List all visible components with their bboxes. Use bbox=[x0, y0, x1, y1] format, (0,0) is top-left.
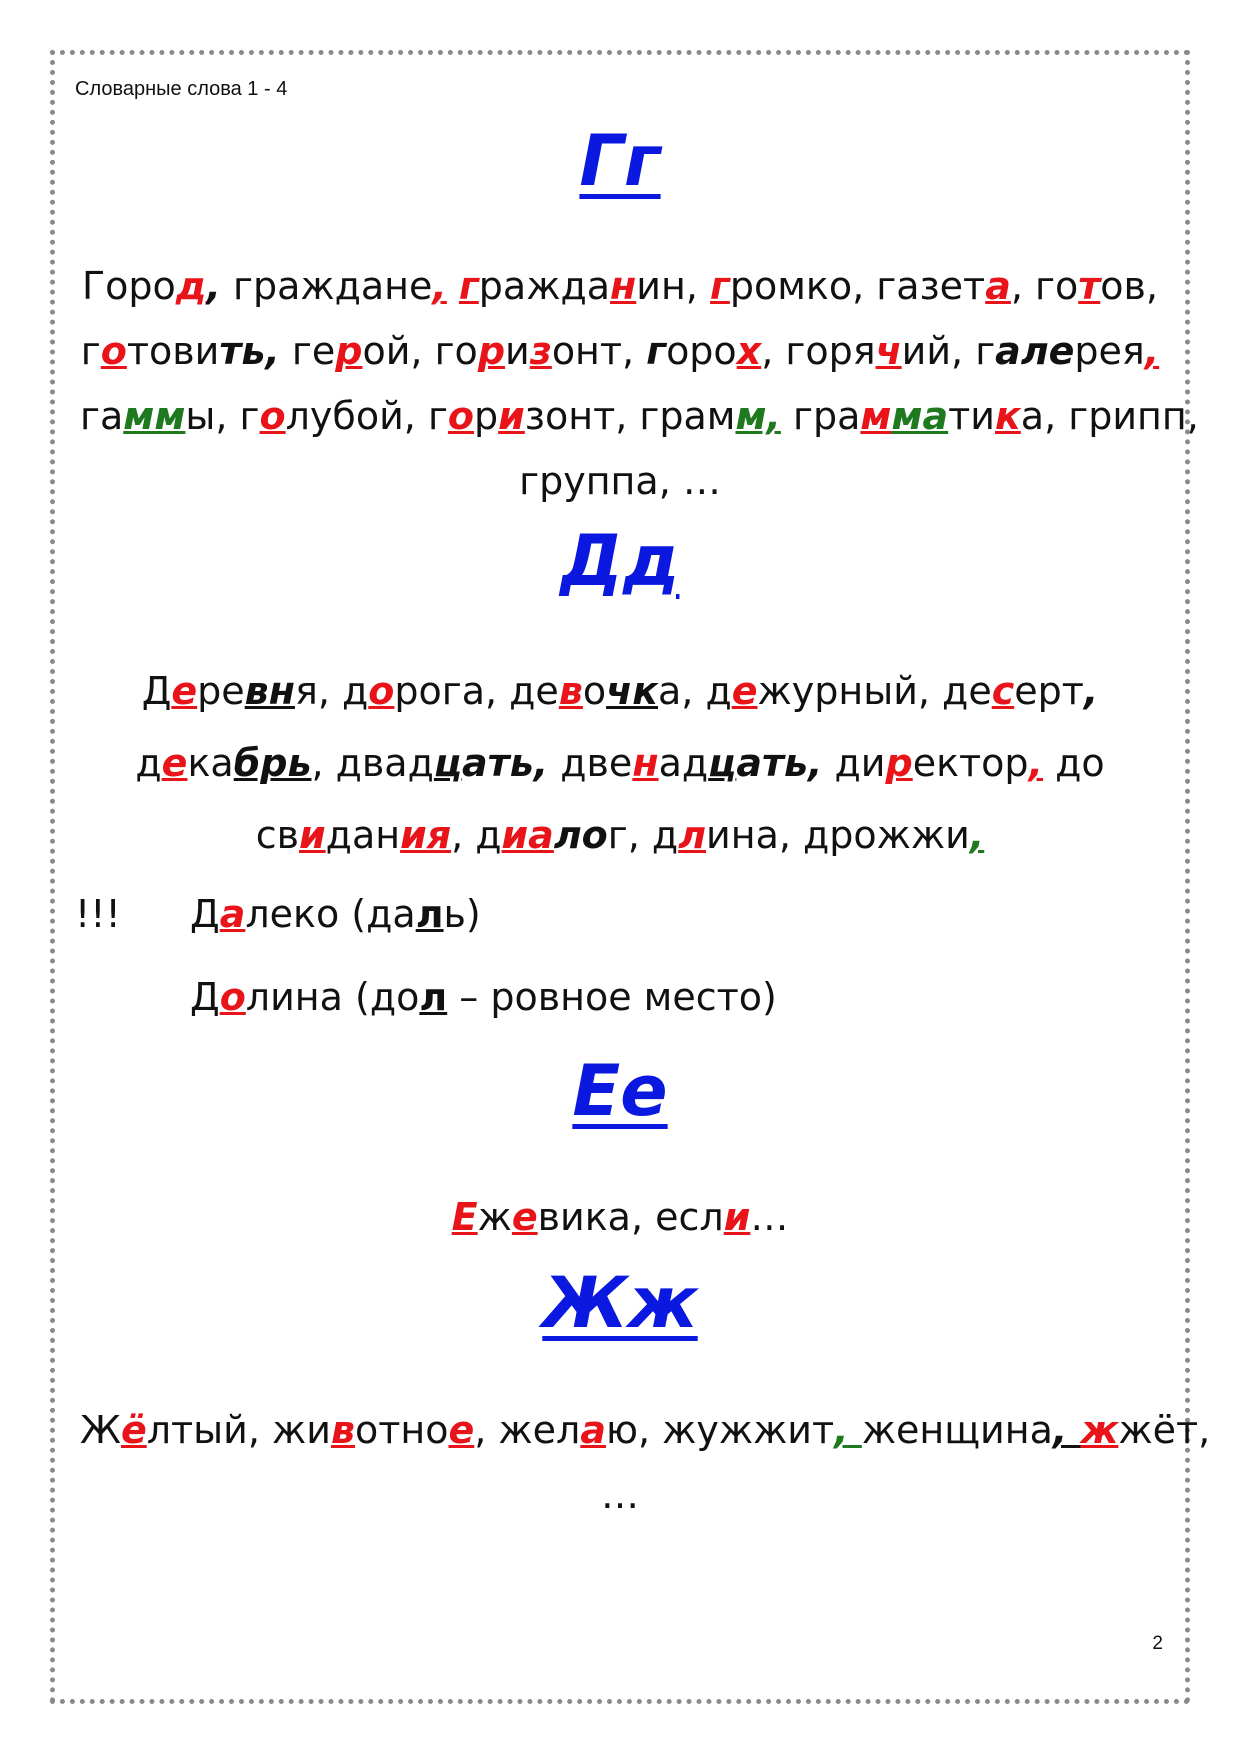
highlighted-letters: д bbox=[325, 813, 352, 857]
highlighted-letters: х bbox=[736, 329, 762, 373]
highlighted-letters: , bbox=[206, 264, 221, 308]
highlighted-letters: ть, bbox=[219, 329, 280, 373]
section-d-words bbox=[80, 655, 1160, 871]
highlighted-letters: иа bbox=[501, 813, 554, 857]
highlighted-letters: л bbox=[419, 975, 448, 1019]
highlighted-letters: , bbox=[1028, 741, 1043, 785]
highlighted-letters: о bbox=[447, 394, 475, 438]
highlighted-letters: е bbox=[448, 1408, 475, 1452]
text-line: Деревня, дорога, девочка, дежурный, десерт, bbox=[141, 669, 1099, 713]
highlighted-letters: ж bbox=[1080, 1408, 1119, 1452]
highlighted-letters: вн bbox=[244, 669, 295, 713]
highlighted-letters: ц bbox=[433, 741, 463, 785]
highlighted-letters: м bbox=[860, 394, 892, 438]
heading-g: Гг bbox=[579, 120, 661, 202]
highlighted-letters: , bbox=[1144, 329, 1160, 373]
highlighted-letters: а bbox=[985, 264, 1011, 308]
highlighted-letters: о bbox=[259, 394, 286, 438]
highlighted-letters: г bbox=[458, 264, 479, 308]
text-line: группа, … bbox=[519, 459, 721, 503]
highlighted-letters: с bbox=[991, 669, 1015, 713]
highlighted-letters: в bbox=[558, 669, 583, 713]
section-e-words bbox=[80, 1185, 1160, 1250]
highlighted-letters: ц bbox=[708, 741, 737, 785]
highlighted-letters: и bbox=[723, 1195, 751, 1239]
highlighted-letters: , bbox=[1083, 669, 1099, 713]
highlighted-letters: к bbox=[995, 394, 1021, 438]
highlighted-letters: е bbox=[161, 741, 188, 785]
heading-zh: Жж bbox=[542, 1262, 698, 1344]
highlighted-letters: з bbox=[529, 329, 552, 373]
highlighted-letters: ло bbox=[553, 813, 608, 857]
highlighted-letters: Е bbox=[451, 1195, 478, 1239]
highlighted-letters: е bbox=[171, 669, 198, 713]
highlighted-letters: р bbox=[477, 329, 506, 373]
page-number: 2 bbox=[1152, 1633, 1163, 1654]
text-line: готовить, герой, горизонт, горох, горячий, галерея, bbox=[80, 329, 1160, 373]
text-line: свидания, диалог, длина, дрожжи, bbox=[255, 813, 985, 857]
example-line: Далеко (даль) bbox=[190, 892, 481, 936]
highlighted-letters: о bbox=[100, 329, 127, 373]
example-line: Долина (дол – ровное место) bbox=[190, 975, 777, 1019]
highlighted-letters: о bbox=[219, 975, 246, 1019]
highlighted-letters: ия bbox=[400, 813, 452, 857]
text-line: Жёлтый, животное, желаю, жужжит, женщина, жжёт, bbox=[80, 1408, 1211, 1452]
section-g-words bbox=[80, 254, 1199, 514]
highlighted-letters: м, bbox=[735, 394, 781, 438]
highlighted-letters: , bbox=[432, 264, 447, 308]
highlighted-letters: , bbox=[834, 1408, 862, 1452]
text-line: гаммы, голубой, горизонт, грамм, грамматика, грипп, bbox=[80, 394, 1199, 438]
highlighted-letters: и bbox=[498, 394, 525, 438]
highlighted-letters: брь bbox=[233, 741, 312, 785]
highlighted-letters: и bbox=[299, 813, 326, 857]
highlighted-letters: в bbox=[330, 1408, 355, 1452]
section-zh-words bbox=[80, 1398, 1211, 1528]
highlighted-letters: е bbox=[511, 1195, 538, 1239]
heading-e: Ее bbox=[572, 1050, 668, 1132]
highlighted-letters: г bbox=[646, 329, 667, 373]
highlighted-letters: , bbox=[1052, 1408, 1081, 1452]
highlighted-letters: н bbox=[610, 264, 637, 308]
text-line: Ежевика, если… bbox=[451, 1195, 789, 1239]
heading-d: Дд bbox=[560, 520, 680, 602]
page-header: Словарные слова 1 - 4 bbox=[75, 78, 288, 100]
highlighted-letters: чк bbox=[606, 669, 658, 713]
highlighted-letters: о bbox=[368, 669, 395, 713]
highlighted-letters: , bbox=[969, 813, 985, 857]
highlighted-letters: л bbox=[415, 892, 444, 936]
highlighted-letters: а bbox=[219, 892, 246, 936]
text-line: Город, граждане, гражданин, громко, газета, готов, bbox=[82, 264, 1158, 308]
highlighted-letters: ё bbox=[120, 1408, 147, 1452]
highlighted-letters: а bbox=[580, 1408, 606, 1452]
highlighted-letters: мм bbox=[123, 394, 186, 438]
highlighted-letters: л bbox=[678, 813, 707, 857]
highlighted-letters: е bbox=[731, 669, 758, 713]
highlighted-letters: ч bbox=[875, 329, 902, 373]
highlighted-letters: д bbox=[175, 264, 207, 308]
highlighted-letters: т bbox=[1078, 264, 1101, 308]
highlighted-letters: н bbox=[632, 741, 659, 785]
highlighted-letters: ать, bbox=[736, 741, 823, 785]
highlighted-letters: г bbox=[709, 264, 730, 308]
highlighted-letters: ать, bbox=[462, 741, 549, 785]
highlighted-letters: але bbox=[995, 329, 1075, 373]
text-line: декабрь, двадцать, двенадцать, директор, до bbox=[135, 741, 1105, 785]
highlighted-letters: р bbox=[335, 329, 363, 373]
text-line: … bbox=[601, 1473, 639, 1517]
highlighted-letters: р bbox=[885, 741, 913, 785]
attention-marker: !!! bbox=[75, 892, 121, 936]
highlighted-letters: ма bbox=[891, 394, 949, 438]
